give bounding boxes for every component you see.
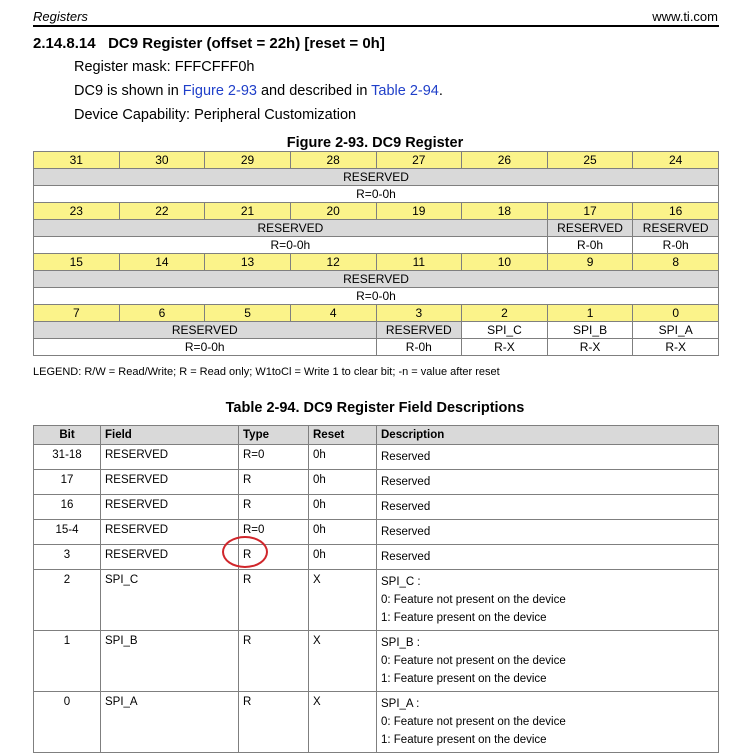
bit-number: 1	[547, 305, 633, 322]
bit-number: 28	[290, 152, 376, 169]
bit-number: 25	[547, 152, 633, 169]
column-header: Description	[377, 426, 719, 445]
field-access: R=0-0h	[34, 237, 548, 254]
field-access: R-X	[462, 339, 548, 356]
table-row	[34, 495, 719, 520]
field-name: SPI_C	[462, 322, 548, 339]
field-access: R-0h	[547, 237, 633, 254]
bit-number: 23	[34, 203, 120, 220]
bit-number: 11	[376, 254, 462, 271]
cell-field: RESERVED	[101, 470, 239, 495]
field-name: RESERVED	[547, 220, 633, 237]
cell-bit: 3	[34, 545, 101, 570]
column-header: Type	[239, 426, 309, 445]
cell-description: Reserved	[377, 495, 719, 520]
bit-number: 20	[290, 203, 376, 220]
field-access: R-0h	[633, 237, 719, 254]
cell-field: SPI_B	[101, 631, 239, 692]
bit-number: 27	[376, 152, 462, 169]
legend: LEGEND: R/W = Read/Write; R = Read only; W1toCl = Write 1 to clear bit; -n = value after reset	[33, 366, 500, 378]
cell-type: R	[239, 631, 309, 692]
figure-link[interactable]: Figure 2-93	[182, 83, 257, 99]
bit-number: 5	[205, 305, 291, 322]
cell-type: R	[239, 570, 309, 631]
table-row	[34, 445, 719, 470]
cell-field: RESERVED	[101, 545, 239, 570]
cell-field: SPI_A	[101, 692, 239, 753]
field-access: R=0-0h	[34, 186, 719, 203]
cell-type: R=0	[239, 520, 309, 545]
field-name: RESERVED	[376, 322, 462, 339]
field-name: RESERVED	[34, 169, 719, 186]
bit-number: 9	[547, 254, 633, 271]
cell-description: Reserved	[377, 470, 719, 495]
bit-number: 30	[119, 152, 205, 169]
column-header: Reset	[309, 426, 377, 445]
device-capability: Device Capability: Peripheral Customization	[74, 107, 357, 123]
field-name: RESERVED	[34, 271, 719, 288]
bit-number: 18	[462, 203, 548, 220]
bit-number: 4	[290, 305, 376, 322]
bit-number: 10	[462, 254, 548, 271]
red-annotation-circle	[222, 536, 268, 568]
bit-number: 22	[119, 203, 205, 220]
cell-bit: 1	[34, 631, 101, 692]
shown-in-text: DC9 is shown in Figure 2-93 and described in Table 2-94.	[74, 83, 443, 99]
cell-description: SPI_B : 0: Feature not present on the device 1: Feature present on the device	[377, 631, 719, 692]
table-row	[34, 520, 719, 545]
cell-reset: 0h	[309, 470, 377, 495]
table-title: Table 2-94. DC9 Register Field Descriptions	[225, 400, 525, 416]
field-access: R=0-0h	[34, 339, 377, 356]
cell-reset: 0h	[309, 445, 377, 470]
cell-description: SPI_A : 0: Feature not present on the device 1: Feature present on the device	[377, 692, 719, 753]
section-heading	[33, 35, 385, 52]
cell-type: R	[239, 692, 309, 753]
table-row	[34, 631, 719, 692]
column-header: Bit	[34, 426, 101, 445]
bit-number: 21	[205, 203, 291, 220]
cell-type: R	[239, 470, 309, 495]
cell-type: R=0	[239, 445, 309, 470]
cell-description: SPI_C : 0: Feature not present on the device 1: Feature present on the device	[377, 570, 719, 631]
field-name: SPI_A	[633, 322, 719, 339]
cell-description: Reserved	[377, 520, 719, 545]
field-description-table	[33, 425, 719, 753]
field-name: SPI_B	[547, 322, 633, 339]
cell-reset: X	[309, 570, 377, 631]
cell-reset: 0h	[309, 520, 377, 545]
cell-type: R	[239, 545, 309, 570]
table-row	[34, 692, 719, 753]
bit-number: 24	[633, 152, 719, 169]
bit-number: 6	[119, 305, 205, 322]
bit-number: 2	[462, 305, 548, 322]
cell-bit: 15-4	[34, 520, 101, 545]
field-name: RESERVED	[34, 322, 377, 339]
table-row	[34, 570, 719, 631]
bit-number: 8	[633, 254, 719, 271]
cell-description: Reserved	[377, 445, 719, 470]
header-rule	[33, 25, 719, 27]
running-header-section: Registers	[33, 9, 88, 24]
bit-number: 17	[547, 203, 633, 220]
field-access: R-X	[547, 339, 633, 356]
bit-number: 14	[119, 254, 205, 271]
field-name: RESERVED	[34, 220, 548, 237]
field-access: R-0h	[376, 339, 462, 356]
cell-bit: 31-18	[34, 445, 101, 470]
cell-reset: X	[309, 631, 377, 692]
cell-bit: 16	[34, 495, 101, 520]
cell-field: RESERVED	[101, 495, 239, 520]
bit-number: 31	[34, 152, 120, 169]
section-number: 2.14.8.14	[33, 35, 96, 52]
field-name: RESERVED	[633, 220, 719, 237]
figure-title: Figure 2-93. DC9 Register	[286, 135, 464, 151]
cell-reset: 0h	[309, 545, 377, 570]
bit-number: 0	[633, 305, 719, 322]
cell-reset: 0h	[309, 495, 377, 520]
table-row	[34, 545, 719, 570]
table-row	[34, 470, 719, 495]
cell-description: Reserved	[377, 545, 719, 570]
field-access: R=0-0h	[34, 288, 719, 305]
bit-number: 19	[376, 203, 462, 220]
register-mask: Register mask: FFFCFFF0h	[74, 59, 255, 75]
bit-number: 3	[376, 305, 462, 322]
section-title: DC9 Register (offset = 22h) [reset = 0h]	[108, 35, 385, 52]
running-header-url[interactable]: www.ti.com	[652, 9, 718, 24]
register-bitfield-diagram	[33, 151, 719, 356]
bit-number: 15	[34, 254, 120, 271]
bit-number: 7	[34, 305, 120, 322]
bit-number: 12	[290, 254, 376, 271]
cell-field: SPI_C	[101, 570, 239, 631]
bit-number: 16	[633, 203, 719, 220]
cell-reset: X	[309, 692, 377, 753]
cell-bit: 2	[34, 570, 101, 631]
column-header: Field	[101, 426, 239, 445]
cell-bit: 0	[34, 692, 101, 753]
bit-number: 29	[205, 152, 291, 169]
bit-number: 26	[462, 152, 548, 169]
cell-field: RESERVED	[101, 445, 239, 470]
field-access: R-X	[633, 339, 719, 356]
cell-bit: 17	[34, 470, 101, 495]
bit-number: 13	[205, 254, 291, 271]
cell-field: RESERVED	[101, 520, 239, 545]
cell-type: R	[239, 495, 309, 520]
table-link[interactable]: Table 2-94	[371, 83, 439, 99]
